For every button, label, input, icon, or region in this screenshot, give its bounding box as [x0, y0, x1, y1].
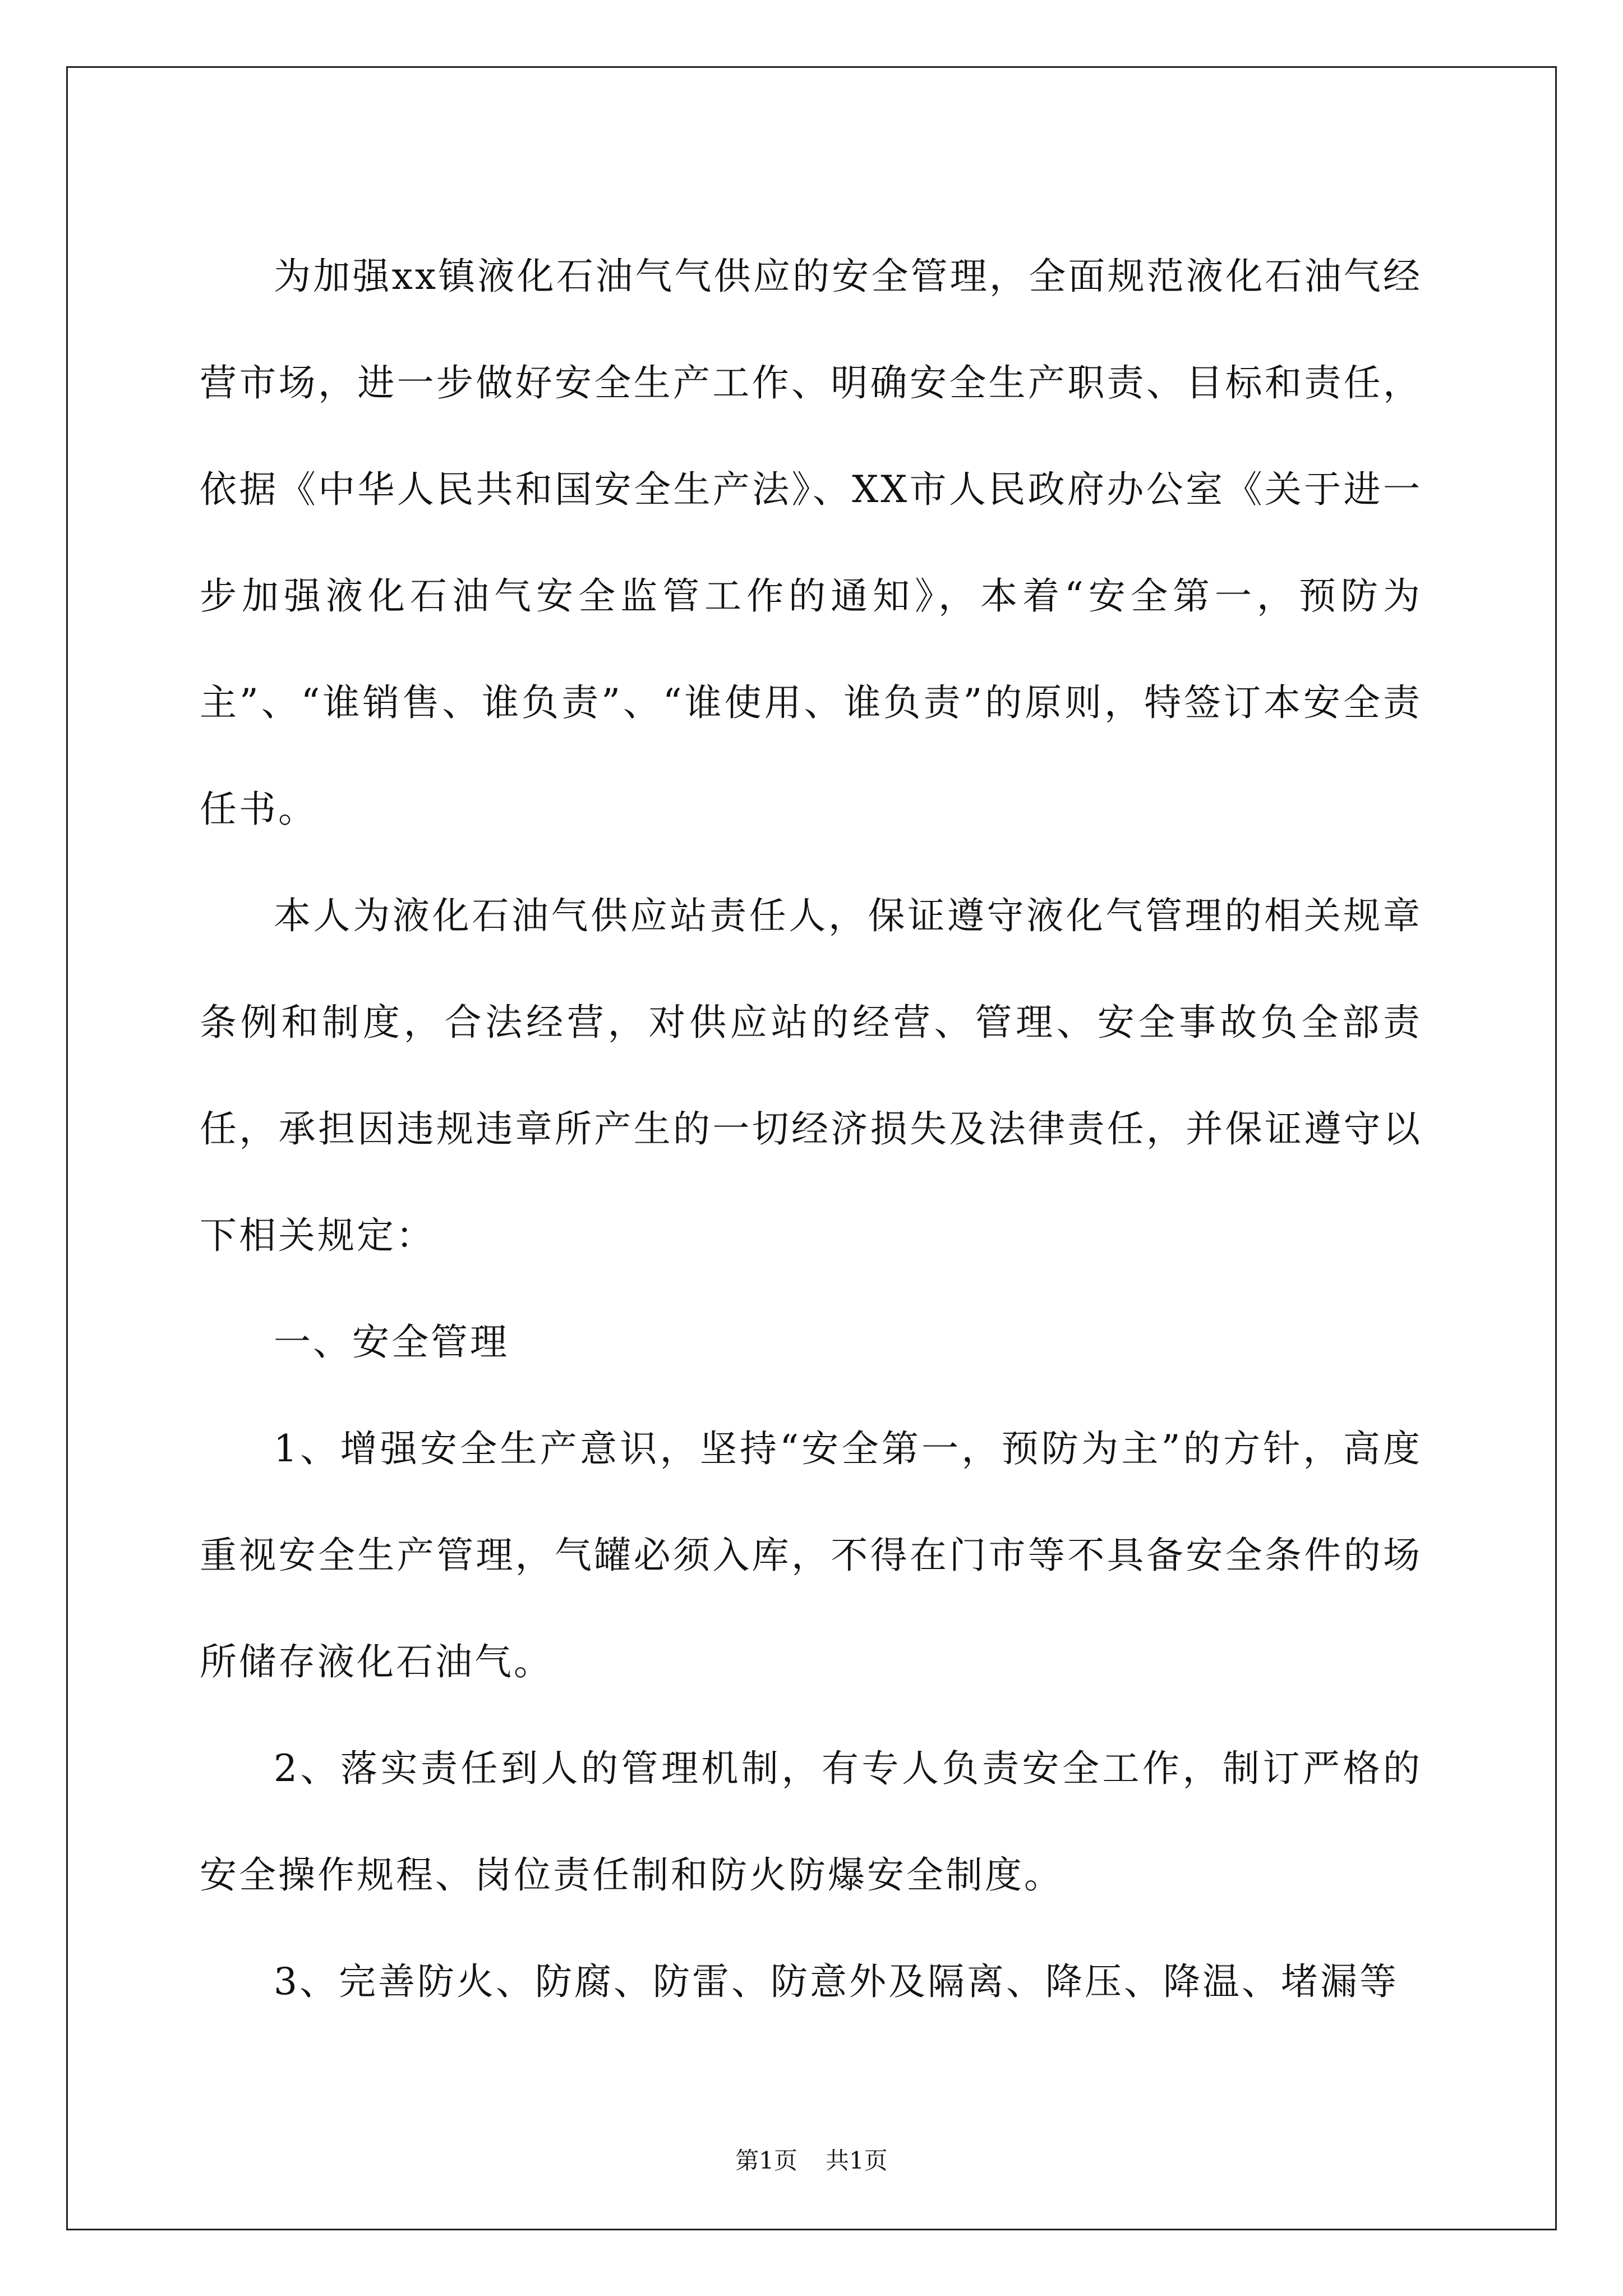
page-footer	[0, 2144, 1623, 2178]
paragraph-item-3: 3、完善防火、防腐、防雷、防意外及隔离、降压、降温、堵漏等	[274, 1960, 1399, 2003]
paragraph-intro: 为加强xx镇液化石油气气供应的安全管理，全面规范液化石油气经营市场，进一步做好安全生产工作、明确安全生产职责、目标和责任，依据《中华人民共和国安全生产法》、XX市人民政府办公室《关于进一步加强液化石油气安全监管工作的通知》，本着“安全第一，预防为主”、“谁销售、谁负责”、“谁使用、谁负责”的原则，特签订本安全责任书。	[200, 255, 1422, 831]
paragraph-commitment: 本人为液化石油气供应站责任人，保证遵守液化气管理的相关规章条例和制度，合法经营，对供应站的经营、管理、安全事故负全部责任，承担因违规违章所产生的一切经济损失及法律责任，并保证遵守以下相关规定：	[200, 894, 1422, 1257]
page-number: 第1页	[735, 2147, 797, 2174]
paragraph-item-2: 2、落实责任到人的管理机制，有专人负责安全工作，制订严格的安全操作规程、岗位责任制和防火防爆安全制度。	[200, 1747, 1422, 1897]
section-heading-safety-management: 一、安全管理	[274, 1320, 509, 1364]
paragraph-item-1: 1、增强安全生产意识，坚持“安全第一，预防为主”的方针，高度重视安全生产管理，气罐必须入库，不得在门市等不具备安全条件的场所储存液化石油气。	[200, 1427, 1422, 1683]
page-total: 共1页	[826, 2147, 888, 2174]
document-body	[200, 223, 1422, 2035]
